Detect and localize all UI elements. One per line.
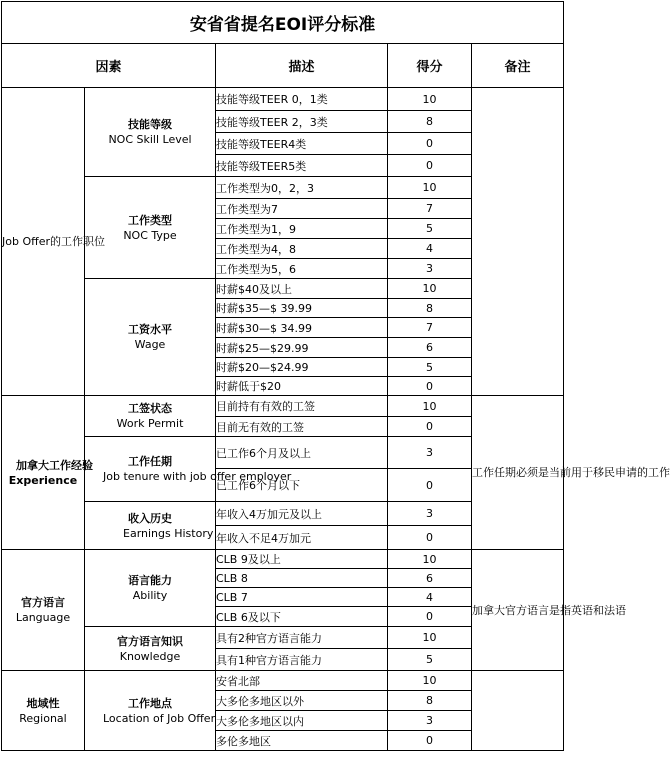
desc-cell: 技能等级TEER 0，1类 — [216, 88, 388, 111]
score-cell: 4 — [388, 588, 472, 607]
sub-label-en: NOC Type — [123, 228, 177, 242]
desc-cell: 安省北部 — [216, 671, 388, 691]
factor-label-en: Language — [15, 611, 71, 624]
remarks-job-offer — [472, 88, 564, 396]
desc-cell: 年收入4万加元及以上 — [216, 502, 388, 526]
header-score: 得分 — [388, 44, 472, 88]
desc-cell: 多伦多地区 — [216, 731, 388, 751]
score-cell: 0 — [388, 526, 472, 550]
score-cell: 4 — [388, 239, 472, 259]
sub-label-cn: 技能等级 — [128, 118, 172, 131]
sub-label-cn: 收入历史 — [128, 511, 172, 525]
factor-label-cn: 官方语言 — [21, 596, 65, 609]
remarks-regional — [472, 671, 564, 751]
sub-skill-level — [85, 88, 216, 177]
sub-label-en: Work Permit — [116, 417, 184, 430]
desc-cell: 时薪$35—$ 39.99 — [216, 299, 388, 318]
sub-label-en: Wage — [134, 338, 166, 351]
factor-experience — [2, 396, 93, 550]
score-cell: 0 — [388, 133, 472, 155]
desc-cell: 时薪$25—$29.99 — [216, 338, 388, 358]
score-cell: 3 — [388, 711, 472, 731]
score-cell: 3 — [388, 502, 472, 526]
sub-label-cn: 语言能力 — [128, 574, 172, 587]
score-cell: 10 — [388, 550, 472, 569]
factor-label-cn: 加拿大工作经验 — [16, 458, 93, 472]
sub-language-ability — [85, 550, 216, 627]
sub-label-en: NOC Skill Level — [108, 133, 192, 146]
score-cell: 10 — [388, 88, 472, 111]
score-cell: 6 — [388, 569, 472, 588]
sub-earnings-history — [85, 502, 216, 550]
sub-label-cn: 工资水平 — [128, 323, 172, 336]
score-cell: 8 — [388, 691, 472, 711]
score-cell: 10 — [388, 279, 472, 299]
desc-cell: 具有2种官方语言能力 — [216, 627, 388, 649]
desc-cell: 时薪低于$20 — [216, 377, 388, 396]
score-cell: 8 — [388, 299, 472, 318]
desc-cell: 工作类型为7 — [216, 199, 388, 219]
sub-label-en: Earnings History — [123, 526, 214, 540]
desc-cell: 已工作6个月以下 — [216, 469, 388, 502]
score-cell: 7 — [388, 199, 472, 219]
sub-noc-type — [85, 177, 216, 279]
factor-label-en: Regional — [19, 711, 67, 725]
desc-cell: 技能等级TEER4类 — [216, 133, 388, 155]
sub-label-cn: 工作地点 — [128, 696, 172, 710]
factor-label-en: Experience — [8, 473, 78, 487]
desc-cell: CLB 8 — [216, 569, 388, 588]
sub-label-en: Job tenure with job offer employer — [103, 470, 292, 483]
sub-language-knowledge — [85, 627, 216, 671]
desc-cell: 工作类型为0，2，3 — [216, 177, 388, 199]
sub-work-permit — [85, 396, 216, 437]
desc-cell: 时薪$20—$24.99 — [216, 358, 388, 377]
desc-cell: 技能等级TEER5类 — [216, 155, 388, 177]
score-cell: 5 — [388, 358, 472, 377]
desc-cell: 工作类型为5，6 — [216, 259, 388, 279]
desc-cell: 技能等级TEER 2，3类 — [216, 111, 388, 133]
sub-label-en: Location of Job Offer — [103, 711, 216, 725]
desc-cell: 目前持有有效的工签 — [216, 396, 388, 417]
score-cell: 6 — [388, 338, 472, 358]
desc-cell: CLB 6及以下 — [216, 607, 388, 627]
header-factor: 因素 — [2, 44, 216, 88]
desc-cell: 工作类型为1，9 — [216, 219, 388, 239]
score-cell: 0 — [388, 731, 472, 751]
score-cell: 10 — [388, 671, 472, 691]
desc-cell: 时薪$30—$ 34.99 — [216, 318, 388, 338]
score-cell: 3 — [388, 437, 472, 469]
sub-label-cn: 工作任期 — [128, 455, 172, 468]
sub-label-cn: 工作类型 — [128, 213, 172, 227]
sub-label-en: Knowledge — [119, 649, 181, 663]
desc-cell: 目前无有效的工签 — [216, 417, 388, 437]
sub-label-cn: 官方语言知识 — [117, 634, 183, 648]
score-cell: 7 — [388, 318, 472, 338]
remarks-experience: 工作任期必须是当前用于移民申请的工作 — [472, 396, 564, 550]
header-remarks: 备注 — [472, 44, 564, 88]
remarks-language: 加拿大官方语言是指英语和法语 — [472, 550, 564, 671]
factor-job-offer: Job Offer的工作职位 — [2, 88, 85, 396]
score-cell: 8 — [388, 111, 472, 133]
score-cell: 0 — [388, 155, 472, 177]
score-cell: 10 — [388, 396, 472, 417]
score-cell: 10 — [388, 627, 472, 649]
desc-cell: 年收入不足4万加元 — [216, 526, 388, 550]
sub-wage — [85, 279, 216, 396]
desc-cell: 已工作6个月及以上 — [216, 437, 388, 469]
score-cell: 0 — [388, 417, 472, 437]
desc-cell: CLB 7 — [216, 588, 388, 607]
factor-regional — [2, 671, 85, 751]
score-cell: 0 — [388, 607, 472, 627]
desc-cell: 大多伦多地区以内 — [216, 711, 388, 731]
desc-cell: 大多伦多地区以外 — [216, 691, 388, 711]
score-cell: 0 — [388, 377, 472, 396]
desc-cell: 具有1种官方语言能力 — [216, 649, 388, 671]
score-cell: 0 — [388, 469, 472, 502]
table-title: 安省省提名EOI评分标准 — [2, 2, 564, 44]
sub-label-en: Ability — [132, 589, 168, 602]
sub-label-cn: 工签状态 — [128, 402, 172, 415]
desc-cell: CLB 9及以上 — [216, 550, 388, 569]
score-cell: 3 — [388, 259, 472, 279]
score-cell: 5 — [388, 649, 472, 671]
eoi-score-table — [1, 1, 670, 751]
header-description: 描述 — [216, 44, 388, 88]
sub-job-location — [85, 671, 216, 751]
factor-language — [2, 550, 85, 671]
score-cell: 5 — [388, 219, 472, 239]
factor-label-cn: 地域性 — [26, 696, 60, 710]
desc-cell: 时薪$40及以上 — [216, 279, 388, 299]
score-cell: 10 — [388, 177, 472, 199]
desc-cell: 工作类型为4，8 — [216, 239, 388, 259]
